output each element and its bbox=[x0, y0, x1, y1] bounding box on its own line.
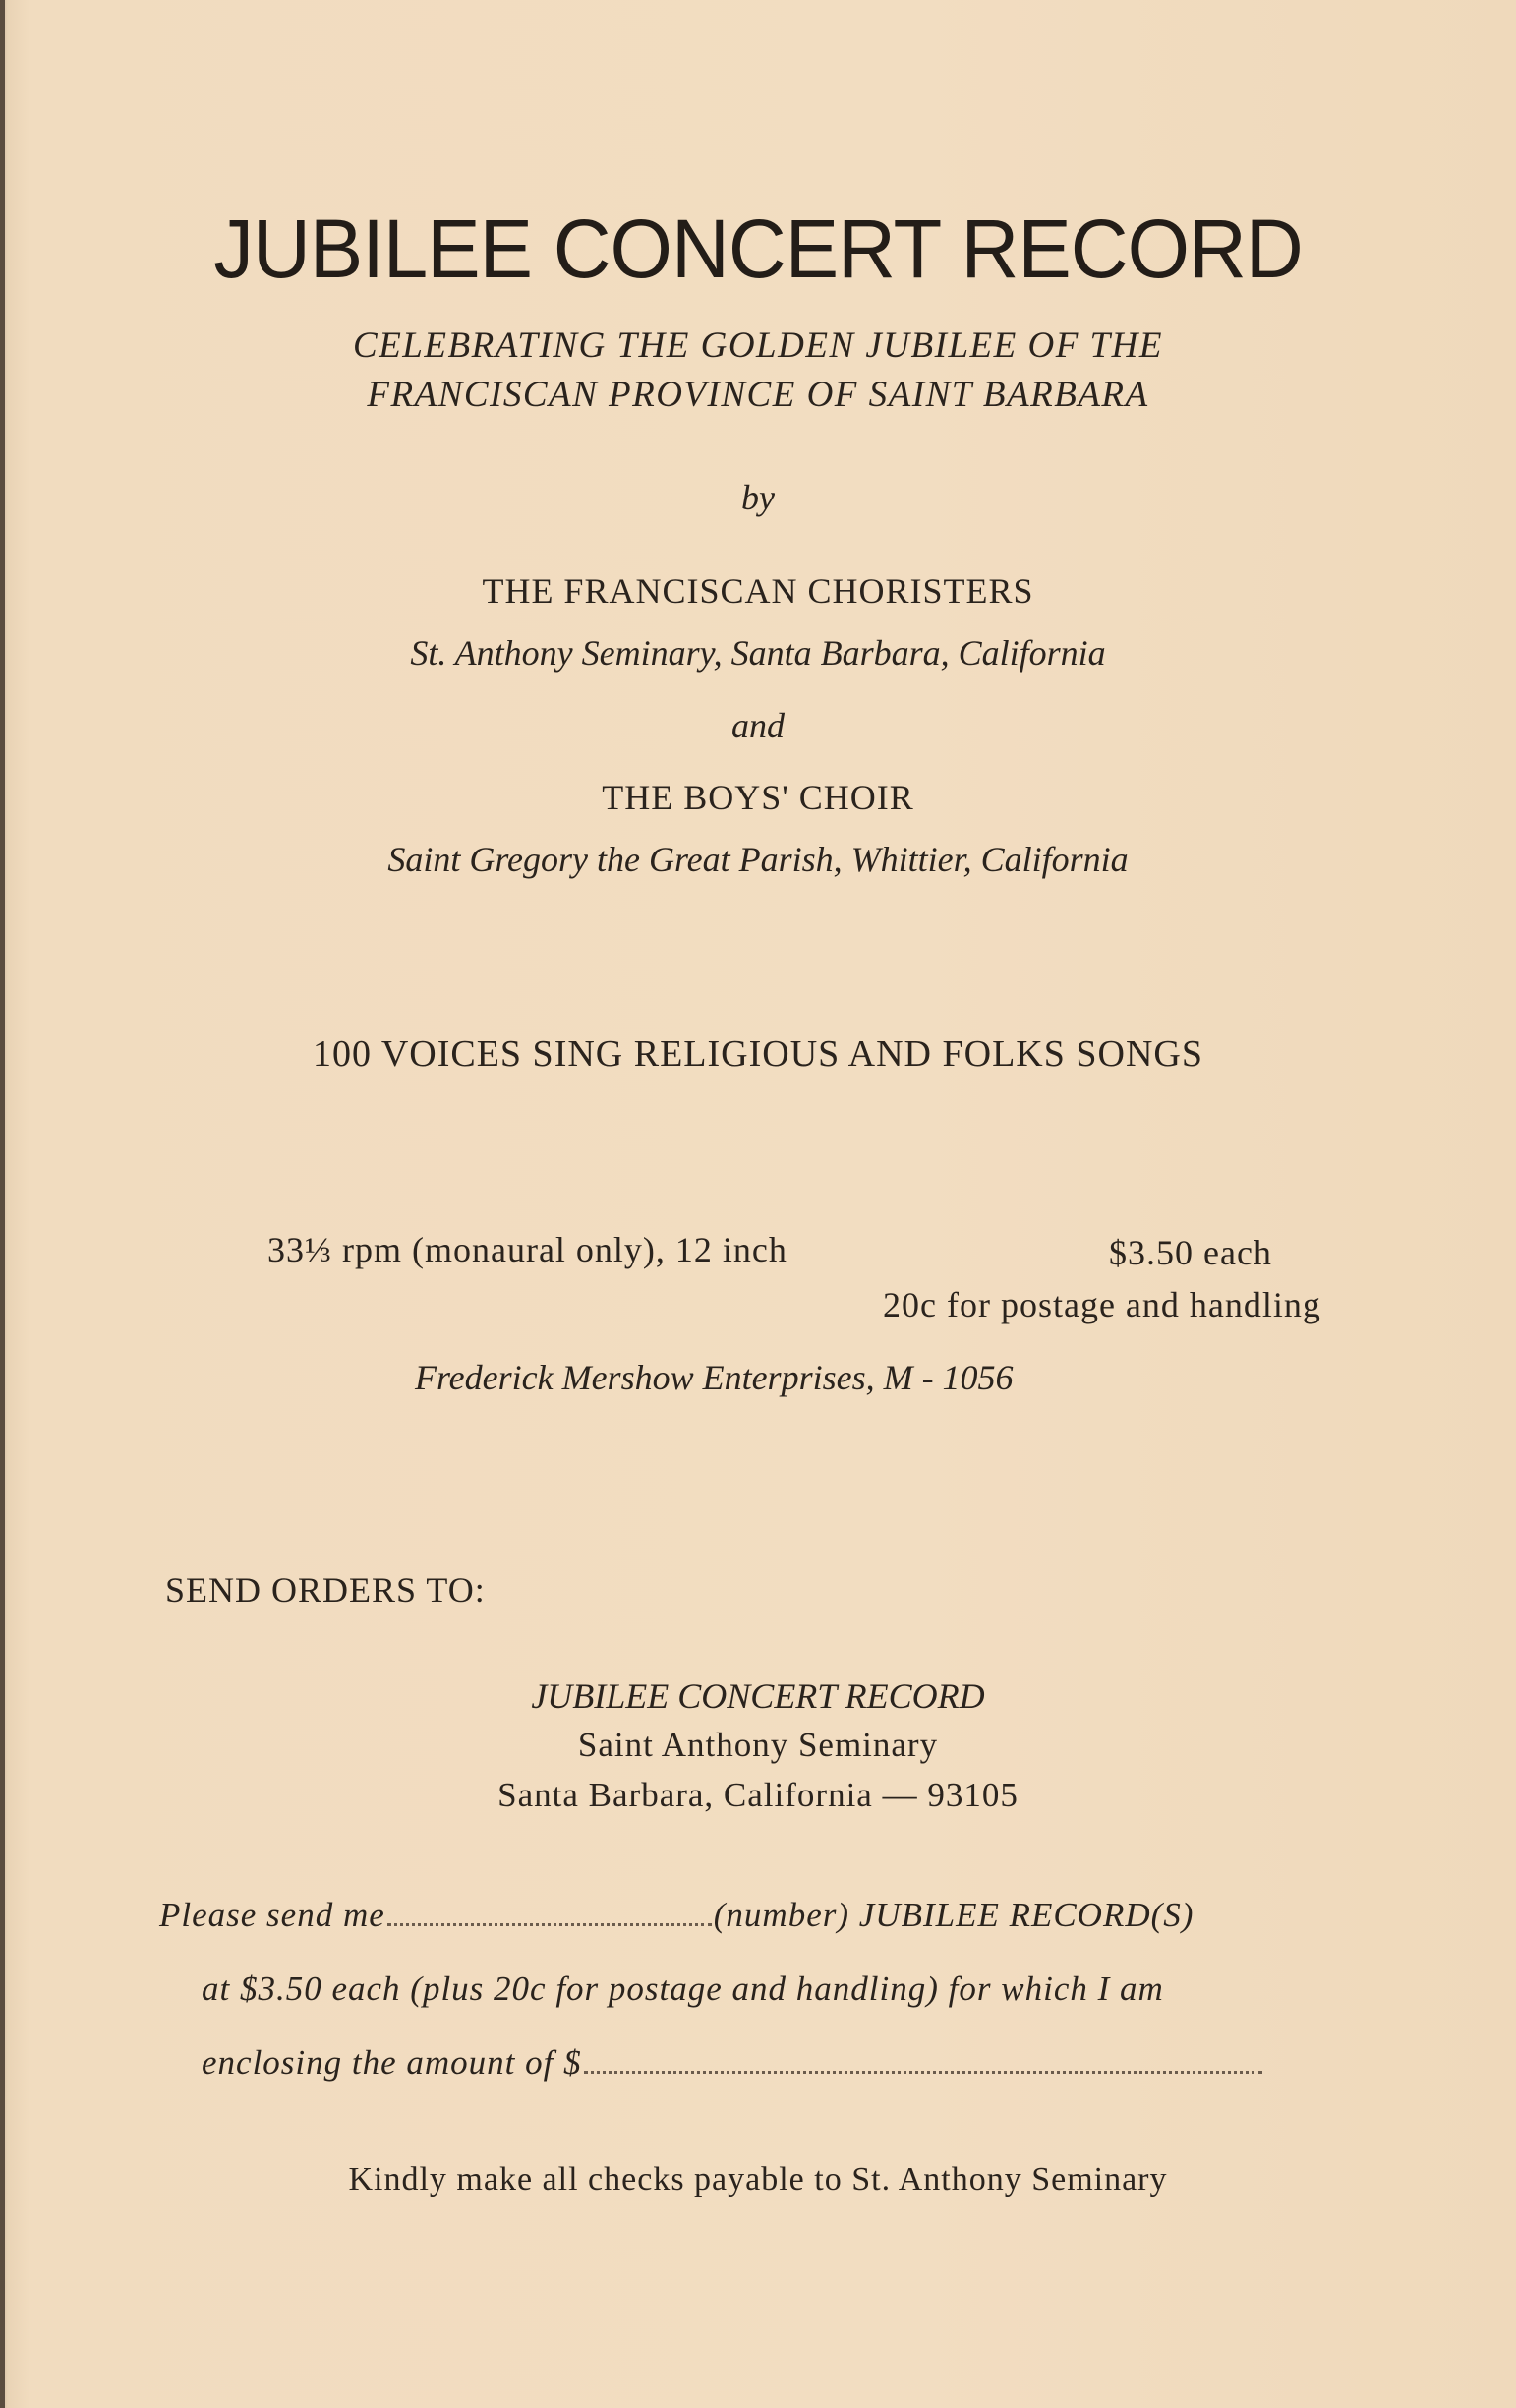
record-price: $3.50 each bbox=[1109, 1233, 1272, 1272]
document-title: JUBILEE CONCERT RECORD bbox=[213, 203, 1303, 295]
group2-place: Saint Gregory the Great Parish, Whittier, California bbox=[387, 840, 1129, 879]
subtitle-line-1: CELEBRATING THE GOLDEN JUBILEE OF THE bbox=[353, 325, 1163, 366]
and-label: and bbox=[731, 706, 785, 745]
group2-name: THE BOYS' CHOIR bbox=[602, 778, 914, 817]
address-line-1: JUBILEE CONCERT RECORD bbox=[531, 1676, 985, 1716]
order-form-line-1 bbox=[159, 1896, 1194, 1935]
orders-heading: SEND ORDERS TO: bbox=[165, 1570, 486, 1610]
quantity-blank[interactable] bbox=[387, 1922, 712, 1926]
amount-blank[interactable] bbox=[584, 2070, 1262, 2074]
amount-prefix: enclosing the amount of $ bbox=[202, 2043, 582, 2082]
order-form-line-2: at $3.50 each (plus 20c for postage and handling) for which I am bbox=[202, 1969, 1164, 2008]
record-format: 33⅓ rpm (monaural only), 12 inch bbox=[267, 1230, 787, 1269]
footer-note: Kindly make all checks payable to St. Anthony Seminary bbox=[348, 2161, 1168, 2198]
publisher-label: Frederick Mershow Enterprises, M - 1056 bbox=[415, 1358, 1014, 1397]
address-line-2: Saint Anthony Seminary bbox=[577, 1726, 939, 1764]
address-line-3: Santa Barbara, California — 93105 bbox=[497, 1776, 1019, 1814]
order-form-suffix: (number) JUBILEE RECORD(S) bbox=[713, 1896, 1195, 1934]
order-form-line-3 bbox=[202, 2043, 1264, 2083]
order-form-prefix: Please send me bbox=[159, 1896, 385, 1934]
group1-place: St. Anthony Seminary, Santa Barbara, California bbox=[410, 633, 1106, 673]
by-label: by bbox=[741, 478, 775, 517]
subtitle-line-2: FRANCISCAN PROVINCE OF SAINT BARBARA bbox=[367, 375, 1149, 415]
headline: 100 VOICES SING RELIGIOUS AND FOLKS SONGS bbox=[313, 1033, 1203, 1075]
postage-note: 20c for postage and handling bbox=[883, 1285, 1321, 1324]
group1-name: THE FRANCISCAN CHORISTERS bbox=[482, 571, 1034, 611]
